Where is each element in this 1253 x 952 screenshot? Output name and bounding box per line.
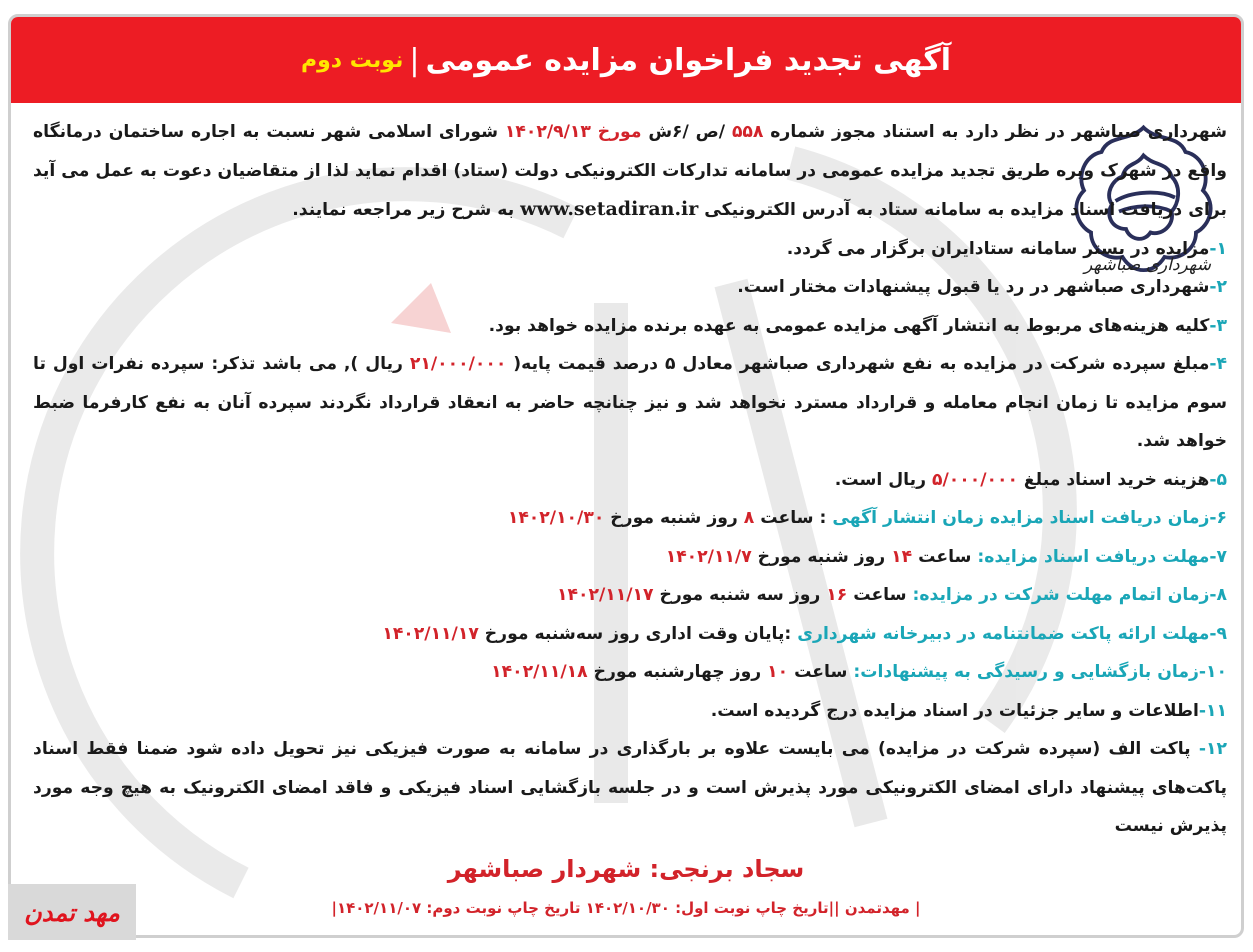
highlight-value: ۸ <box>743 508 755 528</box>
text-segment: کلیه هزینه‌های مربوط به انتشار آگهی مزایده عمومی به عهده برنده مزایده خواهد بود. <box>488 315 1210 336</box>
highlight-value: ۵۵۸ <box>731 122 764 142</box>
text-segment: پاکت الف (سپرده شرکت در مزایده) می بایست علاوه بر بارگذاری در سامانه به صورت فیزیکی نیز تحویل داده شود ضمنا فقط اسناد پاکت‌های پیشنهاد دارای امضای الکترونیکی مورد پذیرش است و در جلسه بازگشایی اسناد فیزیکی و فاقد امضای الکترونیک به هیچ وجه مورد پذیرش نیست <box>33 739 1227 836</box>
text-segment: ریال است. <box>834 469 932 490</box>
text-segment: ساعت <box>788 662 854 682</box>
text-segment: روز سه شنبه مورخ <box>653 585 827 605</box>
advertisement-frame <box>8 14 1244 938</box>
list-item <box>33 461 1227 500</box>
newspaper-brand-logo: مهد تمدن <box>8 884 136 940</box>
list-item <box>33 653 1227 692</box>
text-segment: روز شنبه مورخ <box>604 508 744 528</box>
item-label: ۱۲- <box>1198 739 1227 759</box>
item-label: ۳- <box>1209 315 1227 336</box>
item-label: ۲- <box>1209 277 1227 297</box>
highlight-value: ۱۴۰۲/۱۱/۱۷ <box>382 623 479 644</box>
list-item <box>33 307 1227 346</box>
highlight-value: ۲۱/۰۰۰/۰۰۰ <box>409 354 507 374</box>
text-segment: شهرداری صباشهر در نظر دارد به استناد مجوز شماره <box>763 122 1228 142</box>
text-segment: هزینه خرید اسناد مبلغ <box>1017 469 1210 490</box>
list-item <box>33 230 1227 269</box>
item-label: ۵- <box>1209 469 1227 490</box>
text-segment: /ص /۶ش <box>641 122 732 142</box>
list-item <box>33 615 1227 654</box>
website-link[interactable]: www.setadiran.ir <box>520 198 699 220</box>
list-item <box>33 576 1227 615</box>
item-label: ۴- <box>1209 354 1227 374</box>
list-item <box>33 345 1227 461</box>
text-segment: روز شنبه مورخ <box>751 546 892 567</box>
text-segment: روز چهارشنبه مورخ <box>587 662 768 682</box>
highlight-value: ۵/۰۰۰/۰۰۰ <box>931 469 1018 490</box>
text-segment: مبلغ سپرده شرکت در مزایده به نفع شهرداری صباشهر معادل ۵ درصد قیمت پایه( <box>506 354 1210 374</box>
item-label: ۸-زمان اتمام مهلت شرکت در مزایده: <box>912 585 1227 605</box>
round-label: نوبت دوم <box>301 47 404 73</box>
intro-paragraph <box>33 113 1227 230</box>
text-segment: ساعت <box>912 546 978 567</box>
text-segment: ریال ), می باشد تذکر: سپرده نفرات اول تا سوم مزایده تا زمان انجام معامله و قرارداد مسترد نخواهد شد و نیز چنانچه حاضر به انعقاد قرارداد نگردند سپرده آنان به نفع کارفرما ضبط خواهد شد. <box>33 354 1227 451</box>
text-segment: شهرداری صباشهر در رد یا قبول پیشنهادات مختار است. <box>737 277 1210 297</box>
text-segment: به شرح زیر مراجعه نمایند. <box>292 200 521 220</box>
item-label: ۱- <box>1209 238 1227 259</box>
highlight-value: ۱۴۰۲/۱۱/۱۷ <box>557 585 654 605</box>
text-segment: شورای اسلامی شهر نسبت به اجاره ساختمان درمانگاه واقع در شهرک ویره طریق تجدید مزایده عمومی در سامانه تدارکات الکترونیکی دولت (ستاد) اقدام نماید لذا از متقاضیان دعوت به عمل می آید برای دریافت اسناد مزایده به سامانه ستاد به آدرس الکترونیکی <box>33 122 1227 220</box>
text-segment: مزایده در بستر سامانه ستادایران برگزار می گردد. <box>786 238 1210 259</box>
highlight-value: ۱۴۰۲/۱۱/۱۸ <box>491 662 588 682</box>
highlight-value: ۱۴۰۲/۱۰/۳۰ <box>507 508 605 528</box>
ad-title: آگهی تجدید فراخوان مزایده عمومی <box>425 42 952 78</box>
item-label: ۱۱- <box>1198 700 1227 721</box>
text-segment: :پایان وقت اداری روز سه‌شنبه مورخ <box>478 623 798 644</box>
list-item <box>33 730 1227 846</box>
ad-body <box>33 113 1227 846</box>
list-item <box>33 268 1227 307</box>
highlight-value: ۱۰ <box>767 662 789 682</box>
item-label: ۶-زمان دریافت اسناد مزایده زمان انتشار آگهی <box>832 508 1227 528</box>
highlight-value: ۱۶ <box>826 585 848 605</box>
signature: سجاد برنجی: شهردار صباشهر <box>447 855 805 883</box>
list-item <box>33 499 1227 538</box>
list-item <box>33 538 1227 577</box>
highlight-value: ۱۴۰۲/۱۱/۷ <box>665 546 752 567</box>
logo-caption: شهرداری صباشهر <box>1084 255 1211 275</box>
text-segment: : ساعت <box>754 508 833 528</box>
print-dates: | مهدتمدن ||تاریخ چاپ نوبت اول: ۱۴۰۲/۱۰/۳۰ تاریخ چاپ نوبت دوم: ۱۴۰۲/۱۱/۰۷| <box>331 899 921 917</box>
items-list <box>33 230 1227 846</box>
list-item <box>33 692 1227 731</box>
item-label: ۷-مهلت دریافت اسناد مزایده: <box>977 546 1227 567</box>
item-label: ۱۰-زمان بازگشایی و رسیدگی به پیشنهادات: <box>853 662 1227 682</box>
text-segment: اطلاعات و سایر جزئیات در اسناد مزایده درج گردیده است. <box>710 700 1199 721</box>
title-separator: | <box>409 42 420 78</box>
highlight-value: ۱۴ <box>891 546 913 567</box>
header-banner <box>11 17 1241 103</box>
text-segment: ساعت <box>847 585 913 605</box>
item-label: ۹-مهلت ارائه پاکت ضمانتنامه در دبیرخانه شهرداری <box>797 623 1227 644</box>
highlight-value: مورخ ۱۴۰۲/۹/۱۳ <box>504 122 642 142</box>
